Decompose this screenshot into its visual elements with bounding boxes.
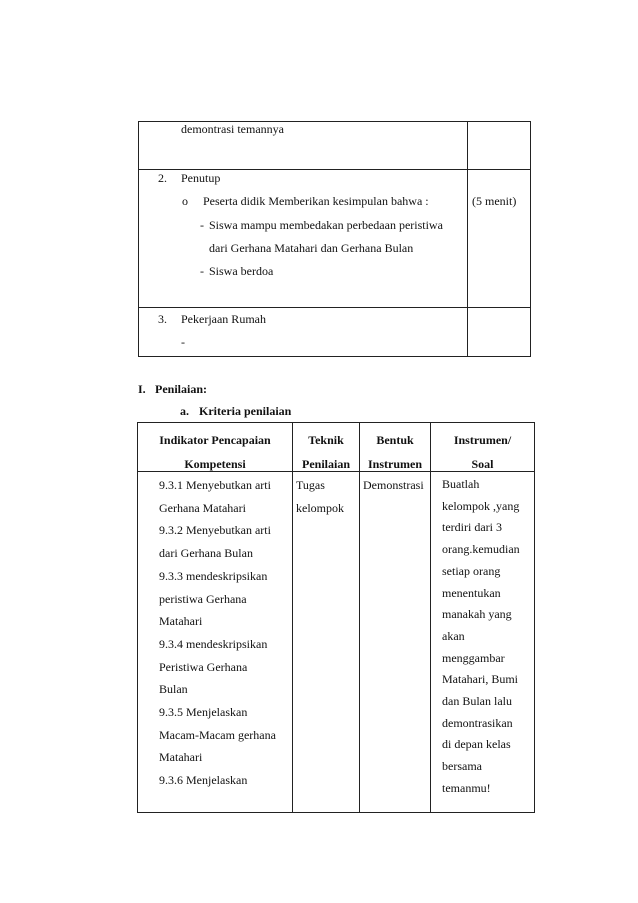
table-border [137, 812, 535, 813]
cell-line: Tugas [296, 478, 325, 492]
table-border [467, 121, 468, 357]
step-heading: Pekerjaan Rumah [181, 312, 266, 326]
cell-line: di depan kelas [442, 737, 511, 752]
subsection-number: a. [180, 404, 189, 418]
cell-line: manakah yang [442, 607, 512, 622]
table-border [138, 356, 530, 357]
bullet-text: Peserta didik Memberikan kesimpulan bahwa : [203, 194, 429, 208]
cell-line: 9.3.6 Menjelaskan [159, 773, 248, 788]
step-number: 3. [158, 312, 167, 326]
dash-text: Siswa berdoa [209, 264, 274, 278]
cell-line: Bulan [159, 682, 188, 697]
table-border [530, 121, 531, 357]
header-line: Kompetensi [184, 457, 246, 471]
section-number: I. [138, 382, 146, 396]
table-border [138, 307, 530, 308]
table-border [138, 121, 139, 357]
cell-line: kelompok ,yang [442, 498, 520, 513]
step-continuation-text: demontrasi temannya [181, 122, 284, 136]
header-line: Penilaian [301, 457, 350, 471]
cell-line: peristiwa Gerhana [159, 591, 247, 606]
cell-line: menentukan [442, 585, 501, 600]
dash-marker: - [200, 264, 204, 278]
column-header [360, 428, 430, 476]
dash-text: Siswa mampu membedakan perbedaan peristiwa [209, 218, 443, 232]
dash-marker: - [181, 335, 185, 349]
cell-line: 9.3.4 mendeskripsikan [159, 636, 268, 651]
header-line: Instrumen/ [453, 433, 512, 447]
form-cell [363, 474, 424, 497]
time-allocation: (5 menit) [472, 194, 517, 208]
table-border [138, 169, 530, 170]
cell-line: Matahari [159, 614, 203, 629]
cell-line: akan [442, 628, 465, 643]
cell-line: 9.3.2 Menyebutkan arti [159, 523, 271, 538]
cell-line: setiap orang [442, 563, 501, 578]
cell-line: Macam-Macam gerhana [159, 727, 276, 742]
cell-line: Demonstrasi [363, 478, 424, 492]
cell-line: 9.3.1 Menyebutkan arti [159, 478, 271, 492]
cell-line: Gerhana Matahari [159, 500, 246, 515]
cell-line: kelompok [296, 500, 344, 515]
section-title: Penilaian: [155, 382, 208, 396]
table-border [292, 422, 293, 813]
table-border [359, 422, 360, 813]
cell-line: terdiri dari 3 [442, 520, 502, 535]
cell-line: Matahari, Bumi [442, 672, 518, 687]
header-line: Bentuk [376, 433, 414, 447]
header-line: Instrumen [367, 457, 422, 471]
cell-line: temanmu! [442, 780, 491, 795]
column-header [138, 428, 292, 476]
step-number: 2. [158, 171, 167, 185]
table-border [137, 422, 138, 813]
column-header [293, 428, 359, 476]
dash-marker: - [200, 218, 204, 232]
cell-line: dari Gerhana Bulan [159, 546, 253, 561]
cell-line: Matahari [159, 750, 203, 765]
cell-line: bersama [442, 759, 482, 774]
table-border [137, 422, 535, 423]
technique-cell [296, 474, 344, 519]
table-border [534, 422, 535, 813]
column-header [431, 428, 534, 476]
cell-line: orang.kemudian [442, 542, 520, 557]
table-border [430, 422, 431, 813]
dash-text: dari Gerhana Matahari dan Gerhana Bulan [209, 241, 414, 255]
bullet-marker: o [182, 194, 188, 208]
header-line: Indikator Pencapaian [159, 433, 271, 447]
cell-line: Buatlah [442, 477, 480, 491]
header-line: Teknik [308, 433, 344, 447]
header-line: Soal [471, 457, 494, 471]
cell-line: dan Bulan lalu [442, 694, 512, 709]
step-heading: Penutup [181, 171, 221, 185]
cell-line: demontrasikan [442, 715, 513, 730]
cell-line: 9.3.3 mendeskripsikan [159, 568, 268, 583]
question-cell [442, 474, 520, 800]
indicator-cell [159, 474, 276, 792]
cell-line: menggambar [442, 650, 505, 665]
subsection-title: Kriteria penilaian [199, 404, 292, 418]
cell-line: 9.3.5 Menjelaskan [159, 705, 248, 720]
cell-line: Peristiwa Gerhana [159, 659, 248, 674]
